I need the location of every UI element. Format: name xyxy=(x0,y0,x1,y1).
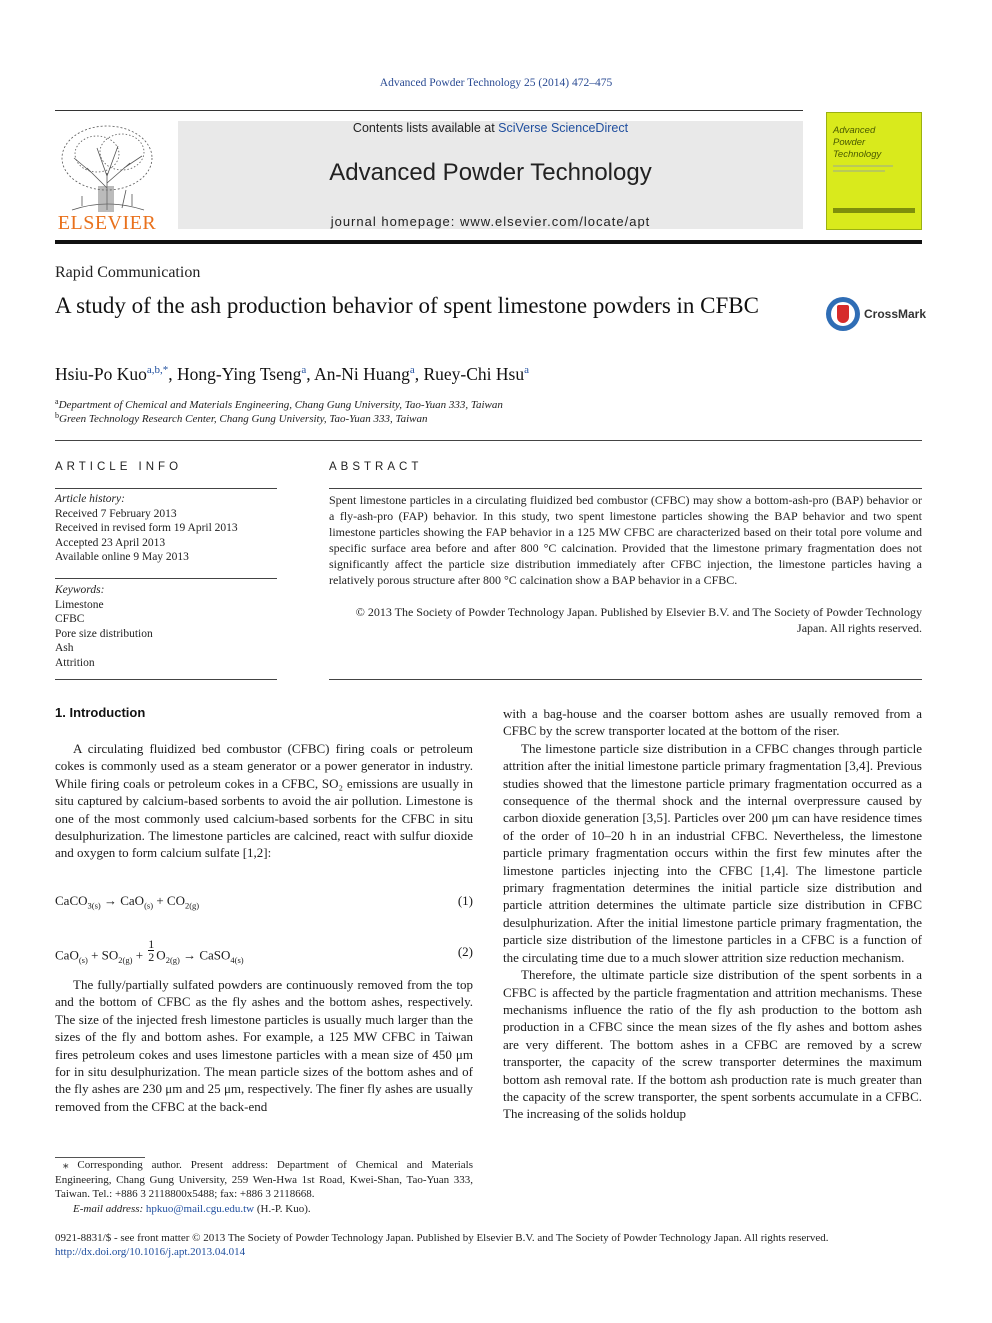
article-info-heading: ARTICLE INFO xyxy=(55,461,183,473)
affiliation-sup: a xyxy=(55,397,59,406)
elsevier-wordmark: ELSEVIER xyxy=(57,212,157,234)
article-title: A study of the ash production behavior of spent limestone powders in CFBC xyxy=(55,293,759,318)
history-item: Available online 9 May 2013 xyxy=(55,551,189,563)
keyword: Ash xyxy=(55,642,74,654)
contents-prefix: Contents lists available at xyxy=(352,121,499,135)
abstract-heading: ABSTRACT xyxy=(329,461,423,473)
intro-paragraph-1 xyxy=(55,740,473,862)
author-affil-sup[interactable]: a xyxy=(524,364,529,376)
intro-paragraph-2 xyxy=(55,976,473,1115)
elsevier-logo[interactable] xyxy=(52,118,162,233)
keyword: Limestone xyxy=(55,598,104,611)
affiliation-text: Green Technology Research Center, Chang Gung University, Tao-Yuan 333, Taiwan xyxy=(59,413,428,425)
author-affil-sup[interactable]: a,b,* xyxy=(146,364,169,376)
cover-title xyxy=(833,125,881,161)
title-block-rule xyxy=(55,440,922,441)
author-list: Hsiu-Po Kuo$^{a,b,*}$, Hong-Ying Tseng$^a$, An-Ni Huang$^a$, Ruey-Chi Hsu$^a$ xyxy=(55,364,529,384)
article-history xyxy=(55,492,277,565)
keyword: CFBC xyxy=(55,613,85,625)
affiliation xyxy=(55,411,428,425)
equation-1-formula: CaCO$_{3(s)}$ → $CaO_{(s)} + CO_{2(g)}$ xyxy=(55,893,200,911)
author-name[interactable]: Hong-Ying Tseng xyxy=(177,364,302,384)
author-affil-sup[interactable]: a xyxy=(409,364,415,376)
author-affil-sup[interactable]: a xyxy=(301,364,307,376)
cover-title-line: Advanced xyxy=(833,125,876,136)
keyword: Pore size distribution xyxy=(55,627,153,640)
paragraph: Therefore, the ultimate particle size distribution of the spent sorbents in a CFBC is affected by the particle fragmentation and attrition mechanisms. These mechanisms influence the ratio of the fly ash production to the bottom ash production in a CFBC since the mean sizes of the fly ashes and bottom ashes are very different. The bottom ashes in a CFBC are removed by a screw transporter, the capacity of the screw transporter determines the maximum bottom ash removal rate. If the bottom ash production rate is much greater than the capacity of the screw transporter, the spent sorbents accumulate in a CFBC. The increasing of the solids holdup xyxy=(503,967,922,1122)
email-link[interactable]: hpkuo@mail.cgu.edu.tw xyxy=(145,1202,255,1215)
keywords-label: Keywords: xyxy=(55,584,105,596)
paragraph: The fully/partially sulfated powders are continuously removed from the top and the bottom of CFBC as the fly ashes and the bottom ashes, respectively. The size of the injected fresh limestone particles is usually much larger than the sizes of the fly and bottom ashes. For example, a 125 MW CFBC in Taiwan fires petroleum cokes and uses limestone particles with a mean size of 450 μm for in situ desulphurization. The mean particle sizes of the bottom ashes and of the fly ashes are 230 μm and 25 μm, respectively. The finer fly ashes are usually removed from the CFBC at the back-end xyxy=(55,977,473,1114)
history-item: Received 7 February 2013 xyxy=(55,507,177,520)
history-item: Accepted 23 April 2013 xyxy=(55,536,166,549)
journal-title[interactable]: Advanced Powder Technology xyxy=(329,159,652,186)
keywords xyxy=(55,583,277,670)
crossmark-badge[interactable] xyxy=(826,297,926,333)
journal-homepage[interactable]: journal homepage: www.elsevier.com/locate/apt xyxy=(330,214,651,229)
header-rule xyxy=(55,110,803,111)
equation-2-formula: $CaO_{(s)} + SO_{2(g)} + \frac{1}{2}$ $O_{2(g)}$ → CaSO$_{4(s)}$ xyxy=(55,937,244,966)
affiliation-text: Department of Chemical and Materials Engineering, Chang Gung University, Tao-Yuan 333, Taiwan xyxy=(58,399,503,411)
cover-title-line: Technology xyxy=(833,149,882,160)
author-name[interactable]: Hsiu-Po Kuo xyxy=(55,364,147,384)
abstract-rule xyxy=(329,488,922,489)
footnote-text: Corresponding author. Present address: Department of Chemical and Materials Engineering, Chang Gung University, 259 Wen-Hwa 1st Road, Kwei-Shan, Tao-Yuan 333, Taiwan. Tel.: +886 3 2118800x5488; fax: +886 3 2118668. xyxy=(55,1159,474,1200)
cover-deco-line xyxy=(833,165,893,167)
contents-line xyxy=(178,121,803,135)
affiliation-sup: b xyxy=(55,411,59,420)
affiliation xyxy=(55,397,503,411)
page-footer xyxy=(55,1231,922,1259)
section-heading-introduction: 1. Introduction xyxy=(55,705,146,720)
cover-deco-bar xyxy=(833,208,915,213)
email-suffix: (H.-P. Kuo). xyxy=(256,1202,311,1215)
equation-2 xyxy=(55,934,473,970)
footnote-star: ⁎ xyxy=(63,1159,69,1171)
email-label: E-mail address: xyxy=(73,1202,144,1215)
footer-front-matter: 0921-8831/$ - see front matter © 2013 The Society of Powder Technology Japan. Published by Elsevier B.V. and The Society of Powder Technology Japan. All rights reserved. xyxy=(55,1232,829,1244)
author-name[interactable]: Ruey-Chi Hsu xyxy=(423,364,525,384)
equation-number: (2) xyxy=(457,944,473,959)
cover-deco-line xyxy=(833,170,885,172)
journal-cover[interactable] xyxy=(826,112,922,230)
crossmark-icon xyxy=(826,297,860,331)
crossmark-label: CrossMark xyxy=(864,307,927,321)
paragraph: A circulating fluidized bed combustor (CFBC) firing coals or petroleum cokes is commonly used as a steam generator or a power generator in industry. While firing coals or petroleum cokes in a CFBC, SO₂ emissions are usually in situ captured by calcium-based sorbents to avoid the air pollution. Limestone is one of the most commonly used calcium-based sorbents for the CFBC in situ desulphurization. The limestone particles are calcined, react with sulfur dioxide and oxygen to form calcium sulfate [1,2]: xyxy=(55,741,473,861)
equation-1 xyxy=(55,893,473,911)
abstract-copyright: © 2013 The Society of Powder Technology Japan. Published by Elsevier B.V. and The Society of Powder Technology Japan. All rights reserved. xyxy=(355,605,922,635)
keywords-rule xyxy=(55,578,277,579)
article-type: Rapid Communication xyxy=(55,264,201,281)
journal-banner xyxy=(178,121,803,229)
corresponding-author-footnote xyxy=(55,1158,473,1216)
paragraph: with a bag-house and the coarser bottom ashes are usually removed from a CFBC by the screw transporter located at the bottom of the riser. xyxy=(503,706,922,739)
author-name[interactable]: An-Ni Huang xyxy=(314,364,410,384)
abstract-text: Spent limestone particles in a circulating fluidized bed combustor (CFBC) may show a bottom-ash-pro (BAP) behavior or a fly-ash-pro (FAP) behavior. In this study, two spent limestone particles showing the BAP behavior and two spent limestone particles showing the FAP behavior in a 125 MW CFBC are characterized based on their total pore volume and specific surface area before and after 800 °C calcination. Provided that the limestone primary fragmentation does not significantly affect the particle size distribution immediately after CFBC injection, the limestone particles having a relatively porous structure after 800 °C calcination show a BAP behavior in a CFBC. xyxy=(329,493,922,587)
paragraph: The limestone particle size distribution in a CFBC changes through particle attrition after the initial limestone particle primary fragmentation [3,4]. Previous studies showed that the limestone particle primary fragmentation occurred as a consequence of the thermal shock and the internal overpressure caused by carbon dioxide generation [3,5]. Particles over 200 μm can have residence times of the order of 10–20 h in an industrial CFBC. Nevertheless, the limestone particle primary fragmentation occurs within the first few minutes after the limestone particles injecting into the CFBC [1,4]. The limestone particle primary fragmentation determines the initial particle size distribution and particle attrition determines the ultimate particle size distribution in CFBC desulphurization. After the initial limestone particle primary fragmentation, the particle size distribution of the limestone particles in a CFBC is a function of the circulating time due to a much slower attrition size reduction mechanism. xyxy=(503,740,922,965)
abstract-bottom-rule xyxy=(329,679,922,680)
article-info-rule xyxy=(55,488,277,489)
doi-link[interactable]: http://dx.doi.org/10.1016/j.apt.2013.04.014 xyxy=(55,1246,246,1258)
article-history-label: Article history: xyxy=(55,493,125,505)
sciencedirect-link[interactable]: SciVerse ScienceDirect xyxy=(498,121,629,135)
cover-title-line: Powder xyxy=(833,137,866,148)
keyword: Attrition xyxy=(55,656,95,669)
header-thick-rule xyxy=(55,240,922,244)
article-info-bottom-rule xyxy=(55,679,277,680)
history-item: Received in revised form 19 April 2013 xyxy=(55,522,238,534)
journal-citation[interactable]: Advanced Powder Technology 25 (2014) 472–475 xyxy=(379,77,613,89)
equation-number: (1) xyxy=(457,893,473,908)
intro-column-2 xyxy=(503,705,922,1123)
